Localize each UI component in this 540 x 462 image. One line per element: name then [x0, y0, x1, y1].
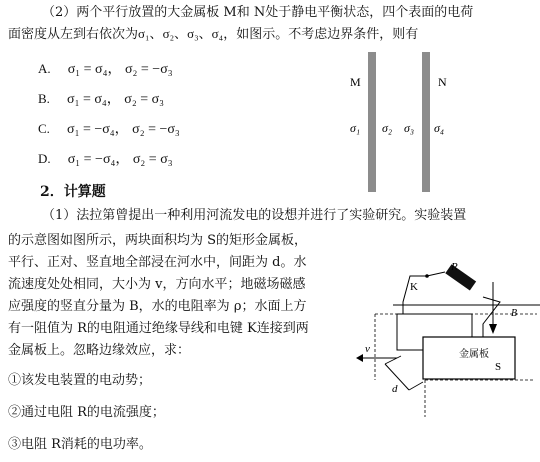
q1-line-6: 有一阻值为 R的电阻通过绝缘导线和电键 K连接到两 [8, 321, 309, 336]
q2-line1: （2）两个平行放置的大金属板 M和 N处于静电平衡状态，四个表面的电荷 [42, 5, 474, 20]
v-arrow-head [356, 354, 363, 362]
label-sigma-1: σ₁ [350, 121, 361, 135]
label-d: d [392, 383, 398, 395]
option-c[interactable] [38, 118, 180, 138]
section-title: 2．计算题 [40, 184, 106, 200]
subq-1: ①该发电装置的电动势； [8, 373, 152, 388]
switch-k-pivot [425, 274, 429, 278]
label-k: K [410, 281, 418, 293]
d-tick-top [385, 356, 401, 364]
q1-line-2: 的示意图如图所示，两块面积均为 S的矩形金属板， [8, 233, 308, 248]
option-b-expr: σ₁ = σ₄， σ₂ = σ₃ [67, 92, 165, 107]
label-b: B [511, 308, 518, 319]
sigma-4-inline: σ₄ [211, 26, 224, 41]
subq-3: ③电阻 R消耗的电功率。 [8, 437, 152, 452]
subq-2: ②通过电阻 R的电流强度； [8, 405, 165, 420]
q1-line-5: 应强度的竖直分量为 B，水的电阻率为 ρ；水面上方 [8, 299, 307, 314]
river-figure [355, 262, 540, 422]
q1-line-7: 金属板上。忽略边缘效应，求： [8, 343, 191, 358]
option-a[interactable] [38, 58, 173, 78]
label-sigma-3: σ₃ [404, 121, 415, 135]
resistor-r [445, 264, 476, 290]
q2-line2 [8, 26, 418, 43]
q1-line-1: （1）法拉第曾提出一种利用河流发电的设想并进行了实验研究。实验装置 [42, 208, 467, 223]
label-s: S [495, 361, 502, 373]
sigma-1-inline: σ₁、 [138, 26, 163, 41]
q1-line-3: 平行、正对、竖直地全部浸在河水中，间距为 d。水 [8, 255, 307, 270]
q2-line2-prefix: 面密度从左到右依次为 [8, 27, 139, 42]
option-a-letter: A. [38, 61, 51, 76]
sigma-3-inline: σ₃、 [187, 26, 212, 41]
q2-line2-suffix: ，如图示。不考虑边界条件，则有 [223, 27, 419, 42]
option-b[interactable] [38, 88, 164, 108]
label-r: R [451, 262, 458, 273]
label-plate: 金属板 [459, 349, 489, 360]
wire-right [483, 297, 500, 337]
q1-line-4: 流速度处处相同，大小为 v，方向水平；地磁场磁感 [8, 277, 306, 292]
option-d[interactable] [38, 148, 173, 168]
label-m: M [350, 75, 361, 89]
switch-k[interactable] [427, 272, 445, 276]
option-c-expr: σ₁ = −σ₄， σ₂ = −σ₃ [67, 122, 180, 137]
label-sigma-2: σ₂ [382, 121, 393, 135]
plate-n [422, 52, 430, 192]
b-arrow-head [489, 324, 497, 334]
option-d-expr: σ₁ = −σ₄， σ₂ = σ₃ [67, 152, 173, 167]
label-sigma-4: σ₄ [434, 121, 445, 135]
label-v: v [365, 343, 370, 355]
plates-figure [330, 50, 470, 195]
option-d-letter: D. [38, 151, 51, 166]
option-a-expr: σ₁ = σ₄， σ₂ = −σ₃ [67, 62, 173, 77]
option-c-letter: C. [38, 121, 50, 136]
sigma-2-inline: σ₂、 [162, 26, 188, 41]
option-b-letter: B. [38, 91, 50, 106]
plate-m [368, 52, 376, 192]
label-n: N [438, 75, 447, 89]
d-tick-bottom [409, 382, 423, 390]
